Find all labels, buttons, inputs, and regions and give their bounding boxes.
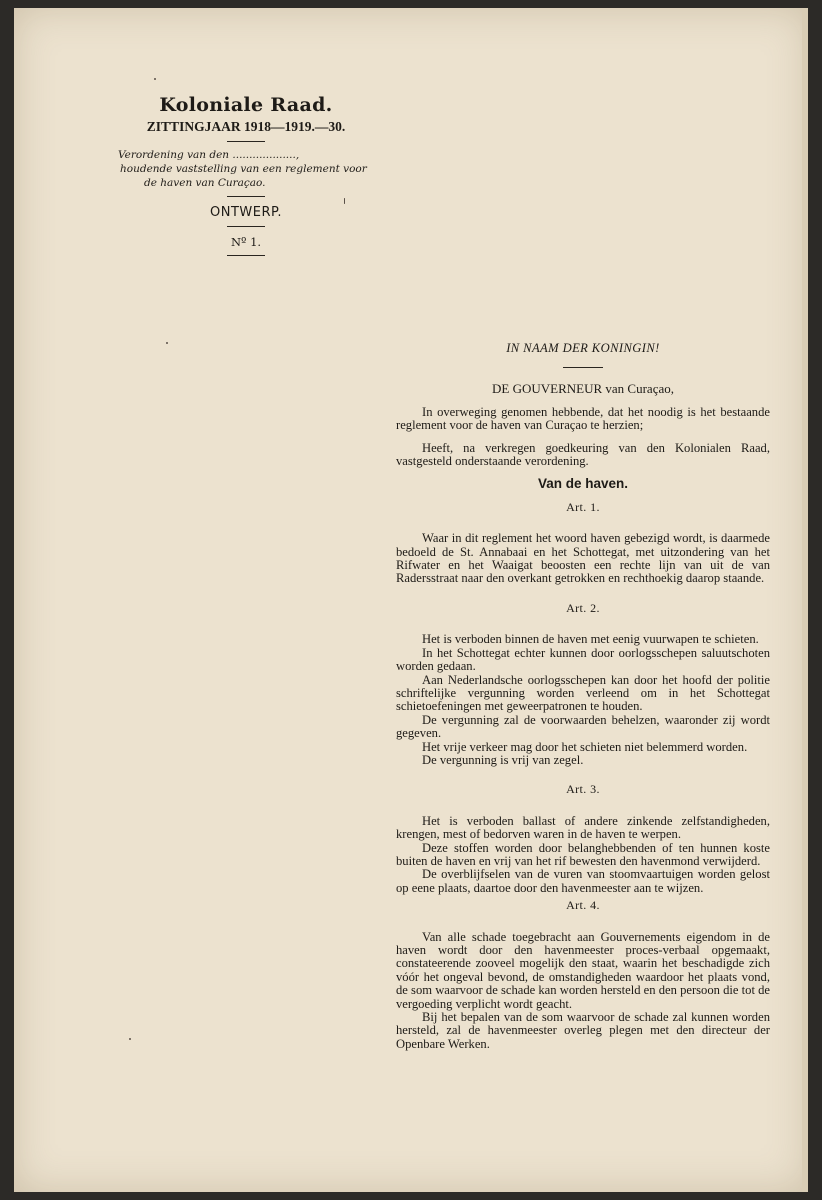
article-paragraph: Het is verboden ballast of andere zinkende zelfstandigheden, krengen, mest of bedorven waren in de haven te werpen. — [396, 813, 770, 842]
divider — [227, 196, 265, 197]
page-edge — [802, 8, 808, 1192]
header-block — [118, 94, 374, 262]
ordinance-body — [396, 342, 770, 1067]
article-paragraph: Aan Nederlandsche oorlogsschepen kan door het hoofd der politie schriftelijke vergunning worden verleend om in het Schottegat schietoefeningen met geweerpatronen te houden. — [396, 672, 770, 714]
divider — [563, 367, 603, 368]
article-paragraph: De vergunning zal de voorwaarden behelzen, waaronder zij wordt gegeven. — [396, 712, 770, 741]
section-title: Van de haven. — [537, 476, 629, 492]
article-paragraph: Het vrije verkeer mag door het schieten niet belemmerd worden. — [422, 739, 748, 754]
article-paragraph: De vergunning is vrij van zegel. — [422, 752, 584, 767]
article-title: Art. 4. — [566, 898, 600, 913]
council-title: Koloniale Raad. — [159, 94, 333, 116]
document-number: Nº 1. — [230, 235, 262, 249]
article-title: Art. 1. — [566, 499, 600, 514]
session-year: ZITTINGJAAR 1918—1919.—30. — [146, 119, 346, 134]
paper-speck — [154, 78, 156, 80]
article-1 — [396, 501, 770, 586]
governor-heading: DE GOUVERNEUR van Curaçao, — [492, 381, 674, 397]
article-title: Art. 3. — [566, 782, 600, 797]
divider — [227, 226, 265, 227]
article-paragraph: Waar in dit reglement het woord haven gebezigd wordt, is daarmede bedoeld de St. Annabaai en het Schottegat, met uitzondering van het Rifwater en het Waaigat beoosten een rechte lijn van uit de van Radersstraat naar den overkant getrokken en rechthoekig daarop staande. — [396, 531, 770, 586]
divider — [227, 255, 265, 256]
salutation: IN NAAM DER KONINGIN! — [506, 341, 660, 355]
ordinance-line: houdende vaststelling van een reglement voor — [120, 163, 367, 175]
ordinance-title — [118, 148, 374, 190]
article-3 — [396, 783, 770, 895]
article-paragraph: De overblijfselen van de vuren van stoomvaartuigen worden gelost op eene plaats, daartoe door den havenmeester aan te wijzen. — [396, 867, 770, 895]
draft-label: ONTWERP. — [210, 205, 282, 220]
document-page — [14, 8, 808, 1192]
article-paragraph: In het Schottegat echter kunnen door oorlogsschepen saluutschoten worden gedaan. — [396, 645, 770, 674]
article-paragraph: Bij het bepalen van de som waarvoor de schade zal kunnen worden hersteld, zal de havenmeester overleg plegen met den directeur der Openbare Werken. — [396, 1010, 770, 1051]
article-paragraph: Deze stoffen worden door belanghebbenden of ten hunnen koste buiten de haven en vrij van het rif bewesten den havenmond verwijderd. — [396, 840, 770, 868]
paper-speck — [166, 342, 168, 344]
ordinance-line: de haven van Curaçao. — [144, 177, 266, 189]
article-4 — [396, 899, 770, 1051]
paper-speck — [129, 1038, 131, 1040]
ordinance-line: Verordening van den ..................., — [118, 149, 300, 161]
article-paragraph: Het is verboden binnen de haven met eenig vuurwapen te schieten. — [422, 632, 759, 647]
enactment-paragraph: Heeft, na verkregen goedkeuring van den Kolonialen Raad, vastgesteld onderstaande verordening. — [396, 440, 770, 469]
article-2 — [396, 602, 770, 767]
article-paragraph: Van alle schade toegebracht aan Gouvernements eigendom in de haven wordt door den havenmeester proces-verbaal opgemaakt, constateerende zooveel mogelijk den staat, waarin het beschadigde zich vóór het ongeval bevond, de omstandigheden waardoor het plaats vond, de som waarvoor de schade kan worden hersteld en den persoon die tot de vergoeding verplicht wordt geacht. — [396, 929, 770, 1011]
divider — [227, 141, 265, 142]
considering-paragraph: In overweging genomen hebbende, dat het noodig is het bestaande reglement voor de haven van Curaçao te herzien; — [396, 404, 770, 433]
article-title: Art. 2. — [566, 600, 600, 615]
